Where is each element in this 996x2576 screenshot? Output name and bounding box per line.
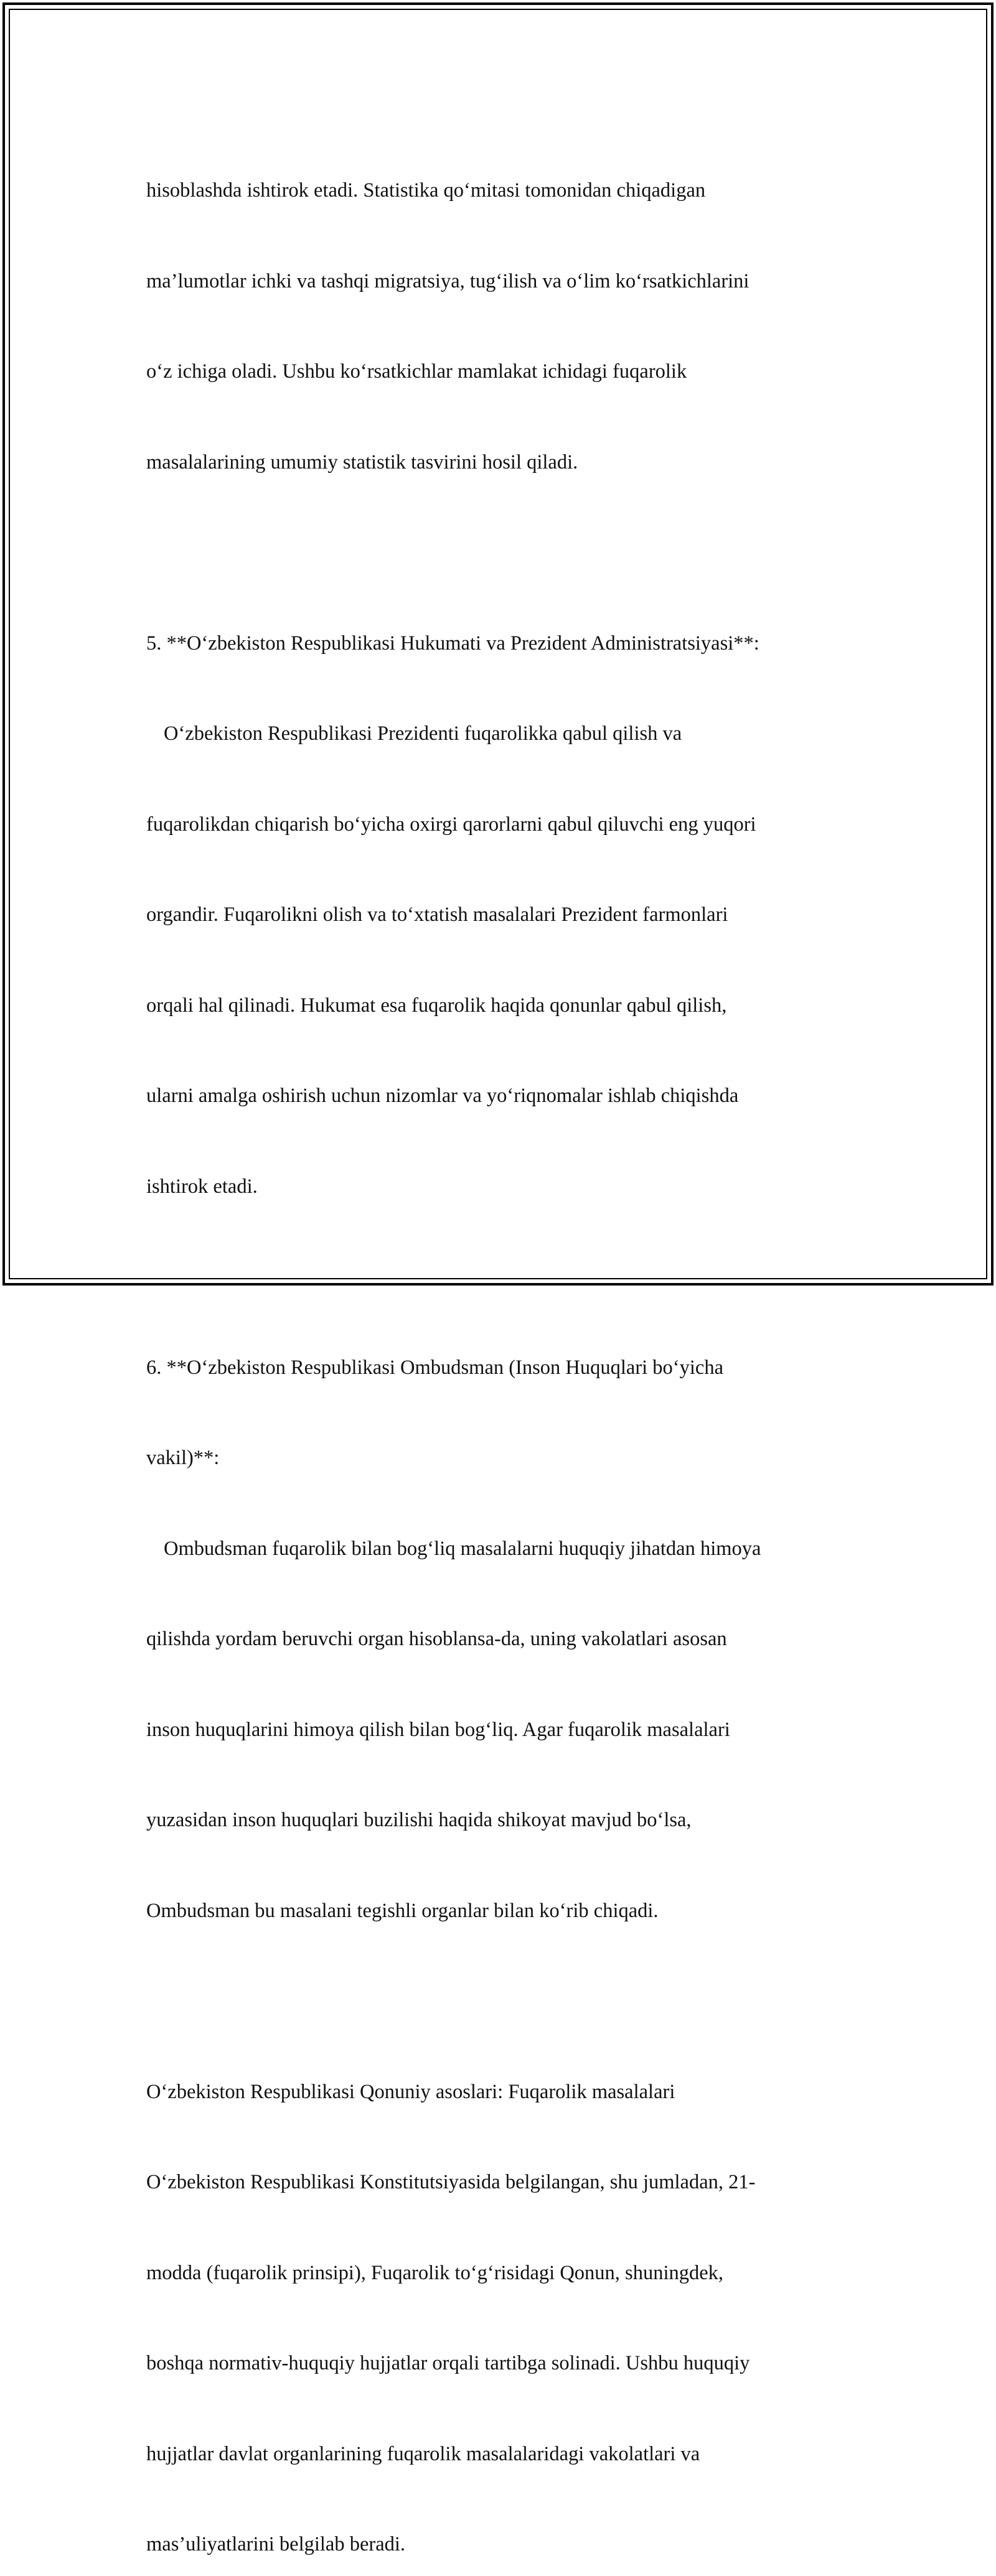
text-line: qilishda yordam beruvchi organ hisoblansa-da, uning vakolatlari asosan [146, 1624, 856, 1654]
text-line: organdir. Fuqarolikni olish va to‘xtatish masalalari Prezident farmonlari [146, 900, 856, 930]
document-body [146, 115, 856, 2576]
text-line: masalalarining umumiy statistik tasvirini hosil qiladi. [146, 447, 856, 478]
section-6-heading: 6. **O‘zbekiston Respublikasi Ombudsman (Inson Huquqlari bo‘yicha [146, 1353, 856, 1383]
text-line: O‘zbekiston Respublikasi Prezidenti fuqarolikka qabul qilish va [146, 719, 856, 749]
section-6-heading-continued: vakil)**: [146, 1443, 856, 1473]
text-line: O‘zbekiston Respublikasi Konstitutsiyasida belgilangan, shu jumladan, 21- [146, 2167, 856, 2198]
text-line: fuqarolikdan chiqarish bo‘yicha oxirgi qarorlarni qabul qiluvchi eng yuqori [146, 810, 856, 840]
text-line: yuzasidan inson huquqlari buzilishi haqida shikoyat mavjud bo‘lsa, [146, 1805, 856, 1836]
text-line: ishtirok etadi. [146, 1172, 856, 1202]
text-line: mas’uliyatlarini belgilab beradi. [146, 2529, 856, 2560]
section-5 [146, 568, 856, 1262]
text-line: boshqa normativ-huquqiy hujjatlar orqali tartibga solinadi. Ushbu huquqiy [146, 2348, 856, 2379]
text-line: Ombudsman bu masalani tegishli organlar bilan ko‘rib chiqadi. [146, 1896, 856, 1926]
text-line: Ombudsman fuqarolik bilan bog‘liq masalalarni huquqiy jihatdan himoya [146, 1534, 856, 1564]
text-line: inson huquqlarini himoya qilish bilan bog‘liq. Agar fuqarolik masalalari [146, 1715, 856, 1745]
text-line: ularni amalga oshirish uchun nizomlar va yo‘riqnomalar ishlab chiqishda [146, 1081, 856, 1111]
text-line: hisoblashda ishtirok etadi. Statistika qo‘mitasi tomonidan chiqadigan [146, 175, 856, 206]
text-line: o‘z ichiga oladi. Ushbu ko‘rsatkichlar mamlakat ichidagi fuqarolik [146, 357, 856, 387]
text-line: modda (fuqarolik prinsipi), Fuqarolik to‘g‘risidagi Qonun, shuningdek, [146, 2258, 856, 2289]
section-6 [146, 1292, 856, 1987]
section-5-heading: 5. **O‘zbekiston Respublikasi Hukumati va Prezident Administratsiyasi**: [146, 628, 856, 659]
text-line: ma’lumotlar ichki va tashqi migratsiya, tug‘ilish va o‘lim ko‘rsatkichlarini [146, 266, 856, 297]
paragraph-statistics [146, 115, 856, 538]
text-line: hujjatlar davlat organlarining fuqarolik masalalaridagi vakolatlari va [146, 2439, 856, 2470]
text-line: O‘zbekiston Respublikasi Qonuniy asoslari: Fuqarolik masalalari [146, 2077, 856, 2107]
paragraph-legal-basis [146, 2017, 856, 2576]
text-line: orqali hal qilinadi. Hukumat esa fuqarolik haqida qonunlar qabul qilish, [146, 991, 856, 1021]
